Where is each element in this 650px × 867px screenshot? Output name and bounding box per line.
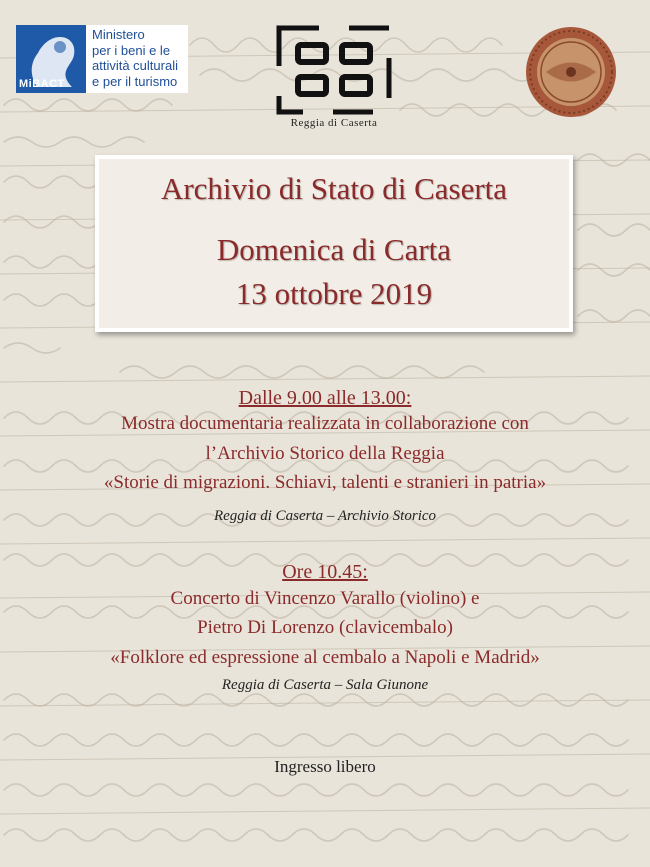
free-entry-note: Ingresso libero (274, 757, 376, 776)
ministry-emblem-icon (16, 25, 86, 93)
event-description-line: l’Archivio Storico della Reggia (205, 443, 445, 464)
event-title: Domenica di Carta (216, 232, 452, 267)
archive-seal-icon (524, 25, 618, 119)
event-description-line: Pietro Di Lorenzo (clavicembalo) (197, 617, 453, 638)
ministry-name-line: attività culturali (92, 58, 178, 73)
event-time: Ore 10.45: (282, 561, 368, 583)
event-place: Reggia di Caserta – Archivio Storico (213, 508, 437, 524)
reggia-emblem-icon (276, 25, 392, 115)
ministry-logo (16, 25, 188, 93)
reggia-caption: Reggia di Caserta (290, 117, 378, 129)
title-box (95, 155, 573, 332)
event-time: Dalle 9.00 alle 13.00: (238, 387, 412, 409)
event-place: Reggia di Caserta – Sala Giunone (221, 677, 429, 693)
ministry-name-line: e per il turismo (92, 73, 178, 89)
event-description-line: «Storie di migrazioni. Schiavi, talenti e stranieri in patria» (103, 472, 547, 493)
event-description-line: Concerto di Vincenzo Varallo (violino) e (170, 588, 480, 609)
archive-title: Archivio di Stato di Caserta (160, 171, 508, 206)
ministry-name-line: per i beni e le (92, 42, 171, 58)
ministry-name-line: Ministero (92, 27, 145, 42)
ministry-acronym: MiBACT (19, 78, 65, 90)
event-description-line: Mostra documentaria realizzata in collaborazione con (121, 413, 529, 434)
ministry-name (92, 27, 188, 89)
event-date: 13 ottobre 2019 (235, 276, 433, 311)
event-description-line: «Folklore ed espressione al cembalo a Napoli e Madrid» (110, 647, 540, 668)
reggia-logo (276, 25, 392, 133)
